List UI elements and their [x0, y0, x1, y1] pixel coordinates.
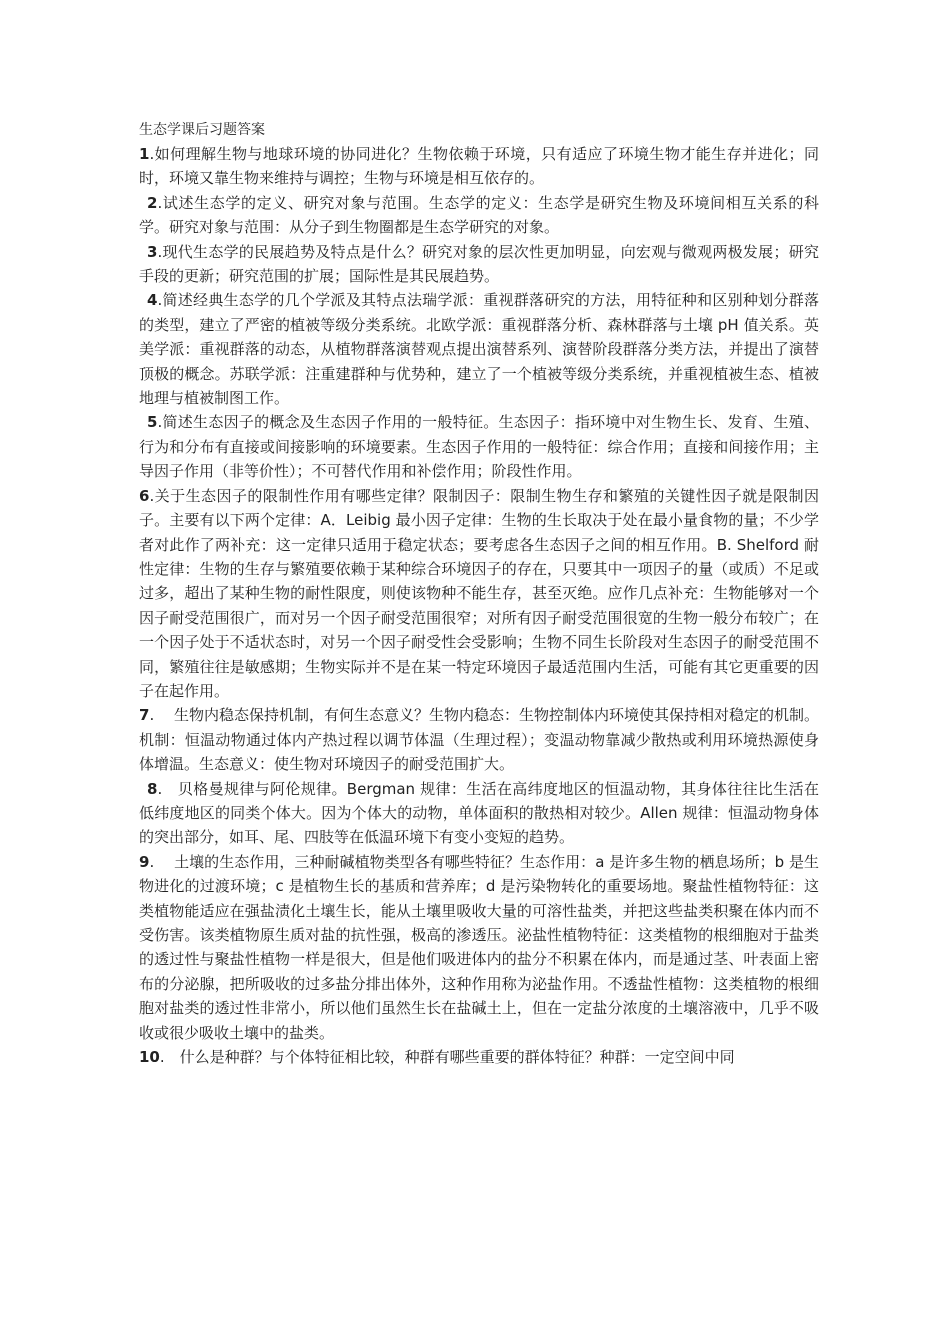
number-separator: . — [149, 852, 175, 871]
question-number: 2 — [147, 193, 158, 212]
question-number: 5 — [147, 413, 158, 432]
paragraph-text: 如何理解生物与地球环境的协同进化？生物依赖于环境，只有适应了环境生物才能生存并进化；同时，环境又靠生物来维持与调控；生物与环境是相互依存的。 — [139, 145, 819, 188]
number-separator: . — [157, 779, 178, 798]
document-body — [139, 118, 819, 1069]
paragraph-text: 土壤的生态作用，三种耐碱植物类型各有哪些特征？生态作用：a 是许多生物的栖息场所；b 是生物进化的过渡环境；c 是植物生长的基质和营养库；d 是污染物转化的重要场地。聚盐性植物特征：这类植物能适应在强盐渍化土壤生长，能从土壤里吸收大量的可溶性盐类，并把这些盐类积聚在体内而不受伤害。该类植物原生质对盐的抗性强，极高的渗透压。泌盐性植物特征：这类植物的根细胞对于盐类的透过性与聚盐性植物一样是很大，但是他们吸进体内的盐分不积累在体内，而是通过茎、叶表面上密布的分泌腺，把所吸收的过多盐分排出体外，这种作用称为泌盐作用。不透盐性植物：这类植物的根细胞对盐类的透过性非常小，所以他们虽然生长在盐碱土上，但在一定盐分浓度的土壤溶液中，几乎不吸收或很少吸收土壤中的盐类。 — [139, 852, 819, 1042]
paragraph-text: 简述经典生态学的几个学派及其特点法瑞学派：重视群落研究的方法，用特征种和区别种划分群落的类型，建立了严密的植被等级分类系统。北欧学派：重视群落分析、森林群落与土壤 pH 值关系。英美学派：重视群落的动态，从植物群落演替观点提出演替系列、演替阶段群落分类方法，并提出了演替顶极的概念。苏联学派：注重建群种与优势种，建立了一个植被等级分类系统，并重视植被生态、植被地理与植被制图工作。 — [139, 291, 819, 408]
answer-paragraph-1 — [139, 142, 819, 191]
question-number: 10 — [139, 1048, 160, 1067]
answer-paragraph-2 — [139, 191, 819, 240]
paragraph-text: 贝格曼规律与阿伦规律。Bergman 规律：生活在高纬度地区的恒温动物，其身体往往比生活在低纬度地区的同类个体大。因为个体大的动物，单体面积的散热相对较少。Allen 规律：恒温动物身体的突出部分，如耳、尾、四肢等在低温环境下有变小变短的趋势。 — [139, 779, 819, 847]
number-separator: . — [157, 193, 163, 212]
question-number: 9 — [139, 852, 150, 871]
paragraph-text: 生物内稳态保持机制，有何生态意义？生物内稳态：生物控制体内环境使其保持相对稳定的机制。机制：恒温动物通过体内产热过程以调节体温（生理过程）；变温动物靠减少散热或利用环境热源使身体增温。生态意义：使生物对环境因子的耐受范围扩大。 — [139, 706, 819, 774]
number-separator: . — [149, 706, 174, 725]
answer-paragraph-10 — [139, 1045, 819, 1069]
paragraph-text: 试述生态学的定义、研究对象与范围。生态学的定义：生态学是研究生物及环境间相互关系的科学。研究对象与范围：从分子到生物圈都是生态学研究的对象。 — [139, 193, 819, 237]
number-separator: . — [157, 413, 163, 432]
question-number: 6 — [139, 486, 150, 505]
answer-paragraph-3 — [139, 240, 819, 289]
number-separator: . — [157, 291, 163, 310]
paragraph-text: 关于生态因子的限制性作用有哪些定律？限制因子：限制生物生存和繁殖的关键性因子就是限制因子。主要有以下两个定律：A．Leibig 最小因子定律：生物的生长取决于处在最小量食物的量；不少学者对此作了两补充：这一定律只适用于稳定状态；要考虑各生态因子之间的相互作用。B. Shelford 耐性定律：生物的生存与繁殖要依赖于某种综合环境因子的存在，只要其中一项因子的量（或质）不足或过多，超出了某种生物的耐性限度，则使该物种不能生存，甚至灭绝。应作几点补充：生物能够对一个因子耐受范围很广，而对另一个因子耐受范围很窄；对所有因子耐受范围很宽的生物一般分布较广；在一个因子处于不适状态时，对另一个因子耐受性会受影响；生物不同生长阶段对生态因子的耐受范围不同，繁殖往往是敏感期；生物实际并不是在某一特定环境因子最适范围内生活，可能有其它更重要的因子在起作用。 — [139, 486, 819, 700]
answer-paragraph-5 — [139, 410, 819, 483]
document-title: 生态学课后习题答案 — [139, 122, 265, 138]
paragraph-text: 什么是种群？与个体特征相比较，种群有哪些重要的群体特征？种群：一定空间中同 — [179, 1048, 735, 1067]
answer-paragraph-6 — [139, 484, 819, 704]
number-separator: . — [157, 242, 163, 261]
question-number: 3 — [147, 242, 158, 261]
paragraph-text: 现代生态学的民展趋势及特点是什么？研究对象的层次性更加明显，向宏观与微观两极发展；研究手段的更新；研究范围的扩展；国际性是其民展趋势。 — [139, 242, 819, 286]
number-separator: . — [149, 486, 155, 505]
number-separator: . — [149, 145, 155, 163]
question-number: 8 — [147, 779, 158, 798]
number-separator: . — [159, 1048, 180, 1067]
answer-paragraph-4 — [139, 288, 819, 410]
answer-paragraph-9 — [139, 850, 819, 1045]
paragraph-text: 简述生态因子的概念及生态因子作用的一般特征。生态因子：指环境中对生物生长、发育、生殖、行为和分布有直接或间接影响的环境要素。生态因子作用的一般特征：综合作用；直接和间接作用；主导因子作用（非等价性）；不可替代作用和补偿作用；阶段性作用。 — [139, 413, 819, 481]
question-number: 7 — [139, 706, 150, 725]
question-number: 4 — [147, 291, 158, 310]
answer-paragraph-8 — [139, 777, 819, 850]
answer-paragraph-7 — [139, 703, 819, 776]
question-number: 1 — [139, 145, 150, 163]
